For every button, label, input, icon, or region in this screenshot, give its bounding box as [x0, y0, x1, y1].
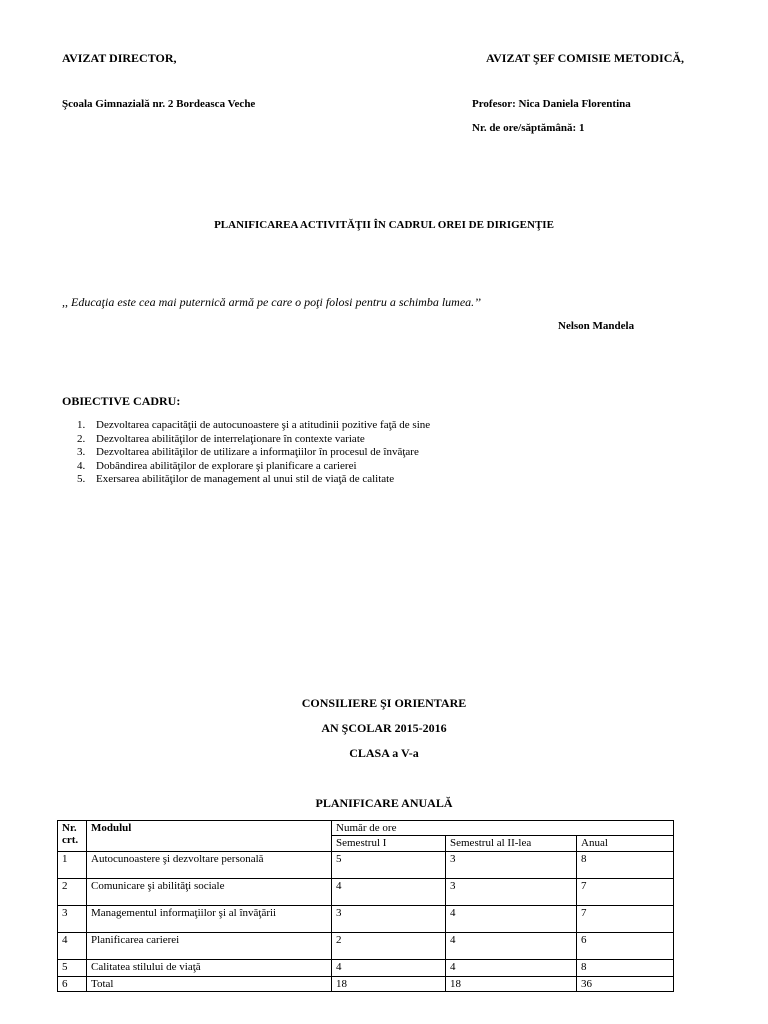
objective-item: 1. Dezvoltarea capacităţii de autocunoastere şi a atitudinii pozitive faţă de sine: [77, 419, 431, 431]
school-name: Şcoala Gimnazială nr. 2 Bordeasca Veche: [62, 98, 256, 110]
cell-sem1: 4: [332, 879, 446, 906]
cell-nr: 6: [58, 977, 87, 992]
section-title: CONSILIERE ŞI ORIENTARE: [301, 696, 467, 710]
cell-anual: 8: [577, 960, 674, 977]
cell-nr: 3: [58, 906, 87, 933]
cell-nr: 4: [58, 933, 87, 960]
cell-sem1: 18: [332, 977, 446, 992]
cell-anual: 7: [577, 879, 674, 906]
cell-anual: 7: [577, 906, 674, 933]
table-row: [58, 960, 674, 977]
cell-sem1: 4: [332, 960, 446, 977]
cell-sem2: 3: [446, 879, 577, 906]
table-row: [58, 977, 674, 992]
objective-item: 3. Dezvoltarea abilităţilor de utilizare a informaţiilor în procesul de învăţare: [77, 446, 419, 458]
header-sem1: Semestrul I: [332, 835, 446, 851]
teacher-name: Profesor: Nica Daniela Florentina: [472, 98, 631, 110]
quote-text: ,, Educaţia este cea mai puternică armă pe care o poţi folosi pentru a schimba lumea.’’: [62, 295, 481, 309]
cell-anual: 8: [577, 852, 674, 879]
cell-anual: 36: [577, 977, 674, 992]
header-modul: Modulul: [87, 821, 332, 852]
table-row: [58, 906, 674, 933]
cell-anual: 6: [577, 933, 674, 960]
annual-plan-title: PLANIFICARE ANUALĂ: [315, 796, 453, 810]
quote-author: Nelson Mandela: [558, 320, 635, 332]
header-left-title: AVIZAT DIRECTOR,: [62, 51, 177, 65]
header-right-title: AVIZAT ŞEF COMISIE METODICĂ,: [486, 51, 685, 65]
cell-sem2: 4: [446, 960, 577, 977]
cell-sem2: 3: [446, 852, 577, 879]
page-title: PLANIFICAREA ACTIVITĂŢII ÎN CADRUL OREI DE DIRIGENŢIE: [214, 219, 554, 231]
cell-sem2: 18: [446, 977, 577, 992]
cell-sem1: 5: [332, 852, 446, 879]
objective-item: 2. Dezvoltarea abilităţilor de interrelaţionare în contexte variate: [77, 432, 365, 445]
cell-nr: 5: [58, 960, 87, 977]
header-numar-ore: Număr de ore: [332, 821, 674, 836]
cell-sem2: 4: [446, 933, 577, 960]
table-header-row: [58, 821, 674, 836]
objectives-list: [62, 419, 430, 487]
header-sem2: Semestrul al II-lea: [446, 835, 577, 851]
cell-modul: Planificarea carierei: [87, 933, 332, 960]
table-row: [58, 852, 674, 879]
cell-sem1: 2: [332, 933, 446, 960]
cell-modul: Managementul informaţiilor şi al învăţării: [87, 906, 332, 933]
cell-modul: Calitatea stilului de viaţă: [87, 960, 332, 977]
objective-item: 4. Dobândirea abilităţilor de explorare şi planificare a carierei: [77, 459, 357, 472]
cell-modul: Autocunoastere şi dezvoltare personală: [87, 852, 332, 879]
cell-modul: Total: [87, 977, 332, 992]
table-row: [58, 933, 674, 960]
objective-item: 5. Exersarea abilităţilor de management al unui stil de viaţă de calitate: [77, 473, 395, 485]
objectives-heading: OBIECTIVE CADRU:: [62, 394, 181, 408]
cell-modul: Comunicare şi abilităţi sociale: [87, 879, 332, 906]
annual-plan-table: [57, 820, 674, 992]
table-row: [58, 879, 674, 906]
cell-nr: 2: [58, 879, 87, 906]
cell-sem2: 4: [446, 906, 577, 933]
header-nr: Nr. crt.: [58, 821, 87, 852]
class-label: CLASA a V-a: [349, 746, 419, 760]
weekly-hours: Nr. de ore/săptămână: 1: [472, 122, 585, 134]
header-anual: Anual: [577, 835, 674, 851]
school-year: AN ŞCOLAR 2015-2016: [321, 721, 447, 735]
cell-sem1: 3: [332, 906, 446, 933]
cell-nr: 1: [58, 852, 87, 879]
